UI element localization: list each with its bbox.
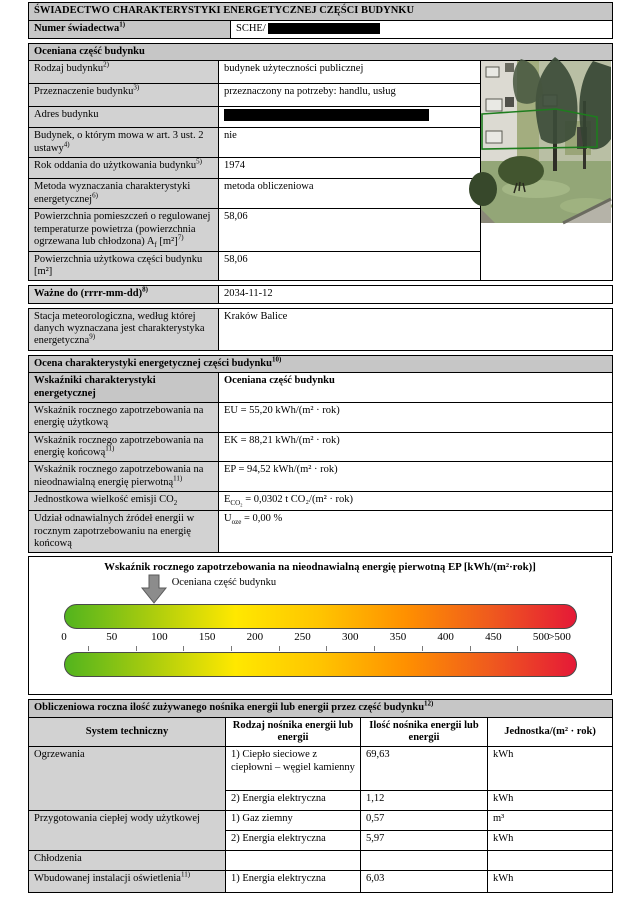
ep-marker-row bbox=[64, 574, 577, 604]
axis-tick-label: 350 bbox=[389, 630, 407, 643]
system-cell: Wbudowanej instalacji oświetlenia$^{11)}$ bbox=[29, 871, 226, 893]
carrier-cell: 2) Energia elektryczna bbox=[226, 831, 361, 851]
footnote-ref: 6) bbox=[92, 191, 98, 200]
field-row bbox=[29, 308, 613, 350]
ep-scale-bar-top bbox=[64, 604, 577, 629]
axis-tick-label: 400 bbox=[437, 630, 454, 643]
consumption-row bbox=[29, 851, 613, 871]
footnote-ref: 3) bbox=[133, 83, 140, 92]
field-label: Powierzchnia użytkowa części budynku [m²] bbox=[29, 251, 219, 281]
field-row bbox=[29, 61, 613, 84]
axis-tick-label: 300 bbox=[342, 630, 359, 643]
section-header-consumption: Obliczeniowa roczna ilość zużywanego nośnika energii lub energii przez część budynku$^{12)}$ bbox=[29, 700, 613, 717]
ep-marker-label: Oceniana część budynku bbox=[171, 576, 277, 588]
indicator-row bbox=[29, 432, 613, 462]
field-label: Przeznaczenie budynku$^{3)}$ bbox=[29, 84, 219, 107]
document-title: ŚWIADECTWO CHARAKTERYSTYKI ENERGETYCZNEJ CZĘŚCI BUDYNKU bbox=[29, 3, 613, 21]
indicator-row bbox=[29, 511, 613, 553]
axis-tick-label: 100 bbox=[151, 630, 168, 643]
indicator-row bbox=[29, 402, 613, 432]
axis-tick-mark bbox=[422, 646, 423, 651]
indicator-label: Wskaźnik rocznego zapotrzebowania na energię użytkową bbox=[29, 402, 219, 432]
field-value: przeznaczony na potrzeby: handlu, usług bbox=[219, 84, 481, 107]
field-value: nie bbox=[219, 128, 481, 158]
system-cell: Ogrzewania bbox=[29, 747, 226, 811]
col-header-system: System techniczny bbox=[29, 717, 226, 747]
ep-scale-chart bbox=[28, 556, 612, 695]
system-cell: Przygotowania ciepłej wody użytkowej bbox=[29, 811, 226, 851]
axis-tick-mark bbox=[183, 646, 184, 651]
axis-tick-mark bbox=[231, 646, 232, 651]
footnote-ref: 12) bbox=[424, 699, 434, 708]
certificate-number-label: Numer świadectwa$^{1)}$ bbox=[29, 21, 231, 39]
indicator-value: $E_{CO_2} = 0,0302$ t CO₂/(m² · rok) bbox=[219, 492, 613, 511]
consumption-row bbox=[29, 811, 613, 831]
footnote-ref: 10) bbox=[271, 355, 282, 364]
ep-scale-bar-bottom bbox=[64, 652, 577, 677]
carrier-cell: 1) Ciepło sieciowe z ciepłowni – węgiel kamienny bbox=[226, 747, 361, 791]
assessment-col2-header: Oceniana część budynku bbox=[219, 373, 613, 403]
redaction-bar bbox=[224, 109, 429, 121]
footnote-ref: 9) bbox=[89, 332, 96, 341]
carrier-cell: 1) Gaz ziemny bbox=[226, 811, 361, 831]
title-table bbox=[28, 2, 613, 39]
footnote-ref: 4) bbox=[63, 140, 70, 149]
footnote-ref: 7) bbox=[177, 233, 184, 242]
axis-tick-label: 500 bbox=[532, 630, 550, 643]
col-header-amount: Ilość nośnika energii lub energii bbox=[361, 717, 488, 747]
section-header-assessment: Ocena charakterystyki energetycznej części budynku$^{10)}$ bbox=[29, 355, 613, 372]
indicator-value: $U_{oze} = 0,00$ % bbox=[219, 511, 613, 553]
indicator-label: Udział odnawialnych źródeł energii w rocznym zapotrzebowaniu na energię końcową bbox=[29, 511, 219, 553]
field-value: 58,06 bbox=[219, 209, 481, 251]
valid-until-table bbox=[28, 285, 613, 303]
footnote-ref: 8) bbox=[142, 285, 148, 294]
unit-cell: kWh bbox=[488, 831, 613, 851]
axis-tick-label: 450 bbox=[485, 630, 502, 643]
field-label: Adres budynku bbox=[29, 107, 219, 128]
axis-tick-label: 0 bbox=[61, 630, 67, 643]
indicator-label: Wskaźnik rocznego zapotrzebowania na nieodnawialną energię pierwotną$^{11)}$ bbox=[29, 462, 219, 492]
axis-tick-mark bbox=[470, 646, 471, 651]
valid-until-value: 2034-11-12 bbox=[219, 286, 613, 303]
carrier-cell bbox=[226, 851, 361, 871]
footnote-ref: 11) bbox=[105, 444, 115, 453]
amount-cell: 0,57 bbox=[361, 811, 488, 831]
amount-cell: 1,12 bbox=[361, 791, 488, 811]
field-value: budynek użyteczności publicznej bbox=[219, 61, 481, 84]
weather-station-table bbox=[28, 308, 613, 351]
indicator-label: Wskaźnik rocznego zapotrzebowania na energię końcową$^{11)}$ bbox=[29, 432, 219, 462]
axis-tick-label: 250 bbox=[294, 630, 311, 643]
amount-cell: 6,03 bbox=[361, 871, 488, 893]
amount-cell: 5,97 bbox=[361, 831, 488, 851]
unit-cell: kWh bbox=[488, 871, 613, 893]
carrier-cell: 2) Energia elektryczna bbox=[226, 791, 361, 811]
field-value: metoda obliczeniowa bbox=[219, 179, 481, 209]
certificate-document bbox=[28, 2, 612, 897]
unit-cell: kWh bbox=[488, 791, 613, 811]
valid-until-label: Ważne do (rrrr-mm-dd)$^{8)}$ bbox=[29, 286, 219, 303]
unit-cell: m³ bbox=[488, 811, 613, 831]
assessed-building-photo-image bbox=[481, 61, 611, 223]
carrier-cell: 1) Energia elektryczna bbox=[226, 871, 361, 893]
building-table bbox=[28, 43, 613, 281]
amount-cell bbox=[361, 851, 488, 871]
ep-scale-axis bbox=[61, 629, 577, 652]
amount-cell: 69,63 bbox=[361, 747, 488, 791]
weather-station-value: Kraków Balice bbox=[219, 308, 613, 350]
assessment-table bbox=[28, 355, 613, 554]
indicator-value: EK = 88,21 kWh/(m² · rok) bbox=[219, 432, 613, 462]
indicator-row bbox=[29, 492, 613, 511]
weather-station-label: Stacja meteorologiczna, według której danych wyznaczana jest charakterystyka energetyczna$^{9)}$ bbox=[29, 308, 219, 350]
redaction-bar bbox=[268, 23, 380, 34]
ep-scale-title: Wskaźnik rocznego zapotrzebowania na nieodnawialną energię pierwotną EP [kWh/(m²·rok)] bbox=[104, 561, 536, 574]
footnote-ref: 1) bbox=[119, 20, 126, 29]
consumption-table bbox=[28, 699, 613, 893]
axis-tick-mark bbox=[136, 646, 137, 651]
indicator-value: EU = 55,20 kWh/(m² · rok) bbox=[219, 402, 613, 432]
section-header-building: Oceniana część budynku bbox=[29, 44, 613, 61]
building-photo bbox=[481, 61, 613, 281]
footnote-ref: 2) bbox=[103, 60, 109, 69]
axis-tick-label: 50 bbox=[106, 630, 118, 643]
axis-tick-mark bbox=[517, 646, 518, 651]
unit-cell bbox=[488, 851, 613, 871]
footnote-ref: 5) bbox=[196, 157, 202, 166]
indicator-row bbox=[29, 462, 613, 492]
axis-overflow-label: >500 bbox=[548, 630, 571, 643]
field-value: 58,06 bbox=[219, 251, 481, 281]
ep-marker-arrow-icon bbox=[141, 575, 167, 604]
consumption-row bbox=[29, 747, 613, 791]
axis-tick-mark bbox=[88, 646, 89, 651]
footnote-ref: 11) bbox=[173, 474, 183, 483]
system-cell: Chłodzenia bbox=[29, 851, 226, 871]
axis-tick-label: 150 bbox=[198, 630, 216, 643]
axis-tick-label: 200 bbox=[246, 630, 264, 643]
indicator-label: Jednostkowa wielkość emisji $CO_2$ bbox=[29, 492, 219, 511]
consumption-header-row bbox=[29, 717, 613, 747]
field-label: Budynek, o którym mowa w art. 3 ust. 2 ustawy$^{4)}$ bbox=[29, 128, 219, 158]
col-header-unit: Jednostka/(m² · rok) bbox=[488, 717, 613, 747]
indicator-value: EP = 94,52 kWh/(m² · rok) bbox=[219, 462, 613, 492]
axis-tick-mark bbox=[374, 646, 375, 651]
assessment-col1-header: Wskaźniki charakterystyki energetycznej bbox=[29, 373, 219, 403]
col-header-carrier: Rodzaj nośnika energii lub energii bbox=[226, 717, 361, 747]
field-value: 1974 bbox=[219, 158, 481, 179]
unit-cell: kWh bbox=[488, 747, 613, 791]
footnote-ref: 11) bbox=[180, 870, 191, 879]
field-label: Rok oddania do użytkowania budynku$^{5)}$ bbox=[29, 158, 219, 179]
field-label: Rodzaj budynku$^{2)}$ bbox=[29, 61, 219, 84]
axis-tick-mark bbox=[326, 646, 327, 651]
consumption-row bbox=[29, 871, 613, 893]
field-value bbox=[219, 107, 481, 128]
field-row bbox=[29, 286, 613, 303]
axis-tick-mark bbox=[279, 646, 280, 651]
field-label: Metoda wyznaczania charakterystyki energetycznej$^{6)}$ bbox=[29, 179, 219, 209]
field-label: Powierzchnia pomieszczeń o regulowanej temperaturze powietrza (powierzchnia ogrzewana lub chłodzona) $A_f$ $[m^2]^{7)}$ bbox=[29, 209, 219, 251]
certificate-number-value: SCHE/ bbox=[231, 21, 613, 39]
